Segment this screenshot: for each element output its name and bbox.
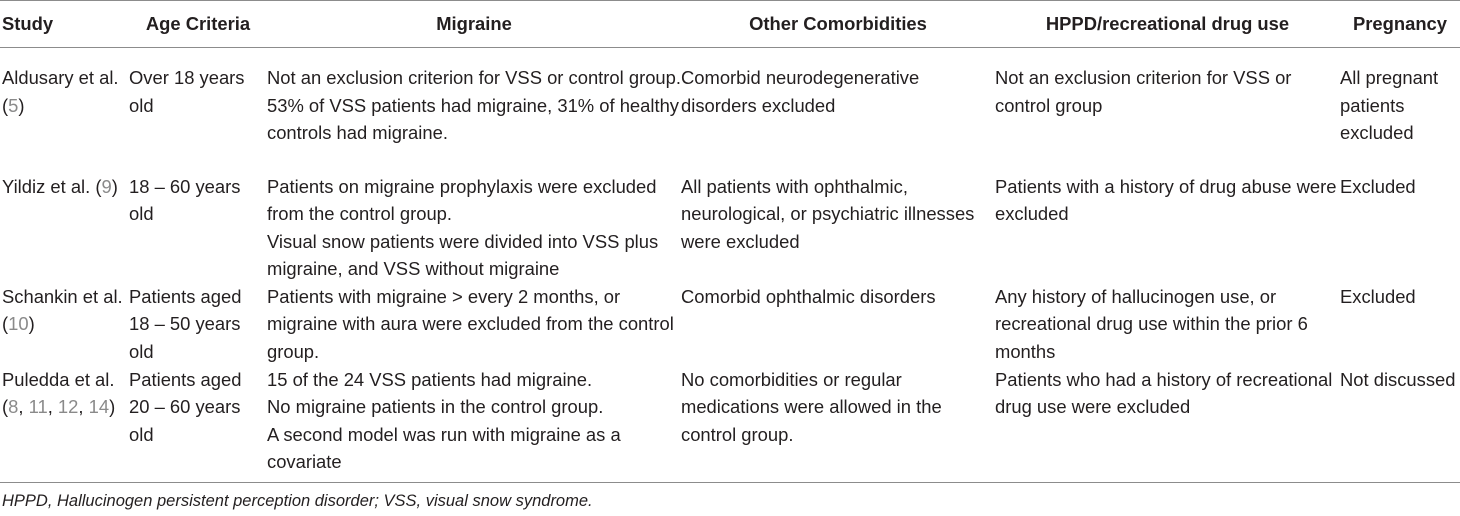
cell-migraine (267, 283, 681, 366)
cell-age: Patients aged 18 – 50 years old (129, 285, 242, 362)
header-row (0, 1, 1460, 48)
header-hppd-drug-use: HPPD/recreational drug use (1045, 13, 1290, 35)
table-footnote: HPPD, Hallucinogen persistent perception disorder; VSS, visual snow syndrome. (2, 491, 593, 510)
migraine-line: Not an exclusion criterion for VSS or control group. (267, 67, 681, 88)
table-row (0, 283, 1460, 366)
header-migraine: Migraine (436, 13, 512, 35)
cell-migraine (267, 173, 681, 283)
cell-comorbidities: Comorbid neurodegenerative disorders excluded (681, 67, 920, 116)
cell-study (0, 48, 129, 173)
cell-age: Over 18 years old (129, 67, 245, 116)
cell-pregnancy: Excluded (1340, 285, 1416, 307)
migraine-line: No migraine patients in the control group. (267, 396, 604, 417)
table-body (0, 48, 1460, 482)
cell-comorbidities: All patients with ophthalmic, neurological, or psychiatric illnesses were excluded (681, 175, 975, 252)
cell-hppd: Patients who had a history of recreational drug use were excluded (995, 368, 1333, 417)
reference-link[interactable]: 9 (101, 175, 112, 197)
table-row (0, 366, 1460, 482)
cell-hppd: Patients with a history of drug abuse were excluded (995, 175, 1337, 224)
cell-comorbidities: No comorbidities or regular medications were allowed in the control group. (681, 368, 942, 445)
cell-hppd: Not an exclusion criterion for VSS or control group (995, 67, 1292, 116)
header-study: Study (2, 13, 54, 35)
header-other-comorbidities: Other Comorbidities (749, 13, 927, 35)
table-row (0, 173, 1460, 283)
cell-comorbidities: Comorbid ophthalmic disorders (681, 285, 936, 307)
study-close: ) (111, 175, 118, 197)
migraine-line: 15 of the 24 VSS patients had migraine. (267, 368, 593, 390)
table-header (0, 1, 1460, 48)
reference-link[interactable]: 8 (8, 396, 19, 417)
study-name: Yildiz et al. ( (2, 175, 102, 197)
header-age-criteria: Age Criteria (145, 13, 251, 35)
study-name: Puledda et al. ( (2, 368, 115, 417)
study-close: ) (28, 313, 35, 334)
cell-age: 18 – 60 years old (129, 175, 241, 224)
cell-pregnancy: Not discussed (1340, 368, 1456, 390)
migraine-line: Patients on migraine prophylaxis were excluded from the control group. (267, 175, 657, 224)
cell-study (0, 283, 129, 366)
cell-age: Patients aged 20 – 60 years old (129, 368, 242, 445)
reference-link[interactable]: 14 (88, 396, 110, 417)
header-pregnancy: Pregnancy (1352, 13, 1448, 35)
study-name: Aldusary et al. ( (2, 67, 119, 116)
reference-link[interactable]: 5 (8, 94, 19, 116)
study-close: ) (18, 94, 25, 116)
reference-link[interactable]: 11 (28, 396, 48, 417)
study-name: Schankin et al. ( (2, 285, 123, 334)
cell-study (0, 173, 129, 283)
reference-link[interactable]: 10 (8, 313, 29, 334)
cell-migraine (267, 48, 681, 173)
migraine-line: Visual snow patients were divided into VSS plus migraine, and VSS without migraine (267, 230, 659, 279)
cell-migraine (267, 366, 681, 482)
cell-pregnancy: All pregnant patients excluded (1340, 67, 1439, 143)
migraine-line: 53% of VSS patients had migraine, 31% of healthy controls had migraine. (267, 94, 680, 143)
migraine-line: Patients with migraine > every 2 months, or migraine with aura were excluded from the control group. (267, 285, 674, 362)
reference-link[interactable]: 12 (57, 396, 79, 417)
table-row (0, 48, 1460, 173)
cell-hppd: Any history of hallucinogen use, or recreational drug use within the prior 6 months (995, 285, 1308, 362)
cell-pregnancy: Excluded (1340, 175, 1416, 197)
migraine-line: A second model was run with migraine as a covariate (267, 423, 621, 472)
study-close: ) (109, 396, 116, 417)
cell-study: Puledda et al. (8, 11, 12, 14) (2, 368, 116, 417)
